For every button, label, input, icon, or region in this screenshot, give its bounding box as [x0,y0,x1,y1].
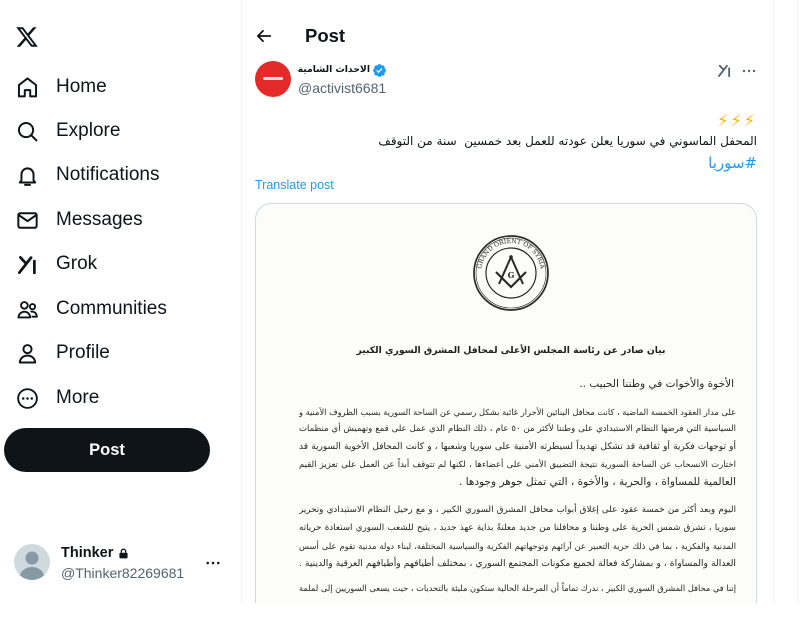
post-hashtag-link[interactable]: #سوريا [708,154,757,172]
seal-center-letter: G [507,270,515,280]
translate-post-link[interactable]: Translate post [255,178,334,192]
more-dots-icon [204,554,222,572]
nav-explore[interactable] [6,111,132,151]
x-logo-icon[interactable] [14,25,40,49]
document-line: اليوم وبعد أكثر من خمسة عقود على إغلاق أبواب محافل المشرق السوري الكبير ، و مع رحيل النظام الاستبدادي وتحرير [299,505,736,515]
account-switcher[interactable] [6,540,232,586]
right-panel-edge [797,0,798,603]
sidebar-divider [241,0,242,603]
nav-more-label: More [56,387,100,408]
back-button[interactable] [254,26,274,46]
bell-icon [14,162,40,188]
lock-icon [117,547,130,560]
post-text: المحفل الماسوني في سوريا يعلن عودته للعمل بعد خمسين سنة من التوقف [378,134,757,148]
post-media-viewport [255,203,757,603]
nav-explore-label: Explore [56,120,121,141]
grok-icon [716,62,733,79]
document-line: إننا في محافل المشرق السوري الكبير ، ندرك تماماً أن المرحلة الحالية ستكون مليئة بالتحديات ، حيث يسعى السوريين إلى لملمة [299,583,736,593]
avatar [14,544,50,580]
nav-profile-label: Profile [56,342,110,363]
more-circle-icon [14,385,40,411]
document-line: العالمية للمساواة ، والحرية ، والأخوة ، التي تمثل جوهر وجودها . [459,476,736,488]
main-column-right-border [773,0,774,603]
search-icon [14,118,40,144]
post-emoji: ⚡⚡⚡ [717,111,757,130]
nav-communities-label: Communities [56,298,167,319]
document-title: بيان صادر عن رئاسة المجلس الأعلى لمحافل المشرق السوري الكبير [356,345,666,356]
account-name-text: Thinker [61,545,114,561]
back-arrow-icon [254,26,274,46]
account-name [61,544,130,562]
nav-grok[interactable] [6,244,109,284]
verified-badge-icon [372,63,387,78]
document-greeting: الأخوة والأخوات في وطننا الحبيب .. [579,378,734,390]
author-handle[interactable]: @activist6681 [298,80,387,96]
nav-profile[interactable] [6,333,122,373]
document-line: أو توجهات فكرية أو ثقافية قد تشكل تهديداً لسيطرته الأمنية على سوريا وشعبها ، و كانت المحافل الأخوية السورية قد [299,442,736,452]
document-line: العدالة والمساواة ، و بمشاركة فعالة لجميع مكونات المجتمع السوري ، بمختلف أطيافهم وأطيافهم العرقية والدينية . [299,558,736,569]
person-icon [14,340,40,366]
communities-icon [14,296,40,322]
envelope-icon [14,207,40,233]
home-icon [14,74,40,100]
document-line: المدنية والفكرية ، بما في ذلك حرية التعبير عن آرائهم وتوجهاتهم الفكرية والسياسية المختلفة، لبناء دولة مدنية تقوم على أسس [299,541,736,551]
grok-explain-button[interactable] [716,62,733,79]
seal-lettering: GRAND ORIENT OF SYRIA [476,237,546,270]
document-line: اختارت الانسحاب عن الساحة السورية نتيجة التضييق الأمني على أعضاءها ، لكنها لم تتوقف أبداً عن العمل على تعزيز القيم [299,460,736,470]
nav-grok-label: Grok [56,253,98,274]
post-more-button[interactable] [741,63,757,79]
document-line: سوريا ، تشرق شمس الحرية على وطننا و محافلنا من جديد معلنةً بداية عهد جديد ، يتيح للشعب السوري استعادة حرياته [299,523,736,533]
nav-notifications-label: Notifications [56,164,160,185]
nav-home-label: Home [56,76,107,97]
page-title: Post [305,25,346,46]
default-avatar-icon [14,544,50,580]
document-line: على مدار العقود الخمسة الماضية ، كانت محافل البنائين الأحرار غائبة بشكل رسمي عن الساحة السورية بسبب الظروف الأمنية و [299,407,736,417]
more-dots-icon [741,63,757,79]
nav-messages-label: Messages [56,209,143,230]
nav-communities[interactable] [6,289,179,329]
account-handle: @Thinker82269681 [61,565,185,581]
author-name-link[interactable] [298,62,387,78]
compose-post-button[interactable]: Post [4,428,210,472]
document-line: السياسية التي فرضها النظام الاستبدادي على وطننا لأكثر من ٥٠ عام ، ذلك النظام الذي عمل على قمع وتهميش أي منظمات [299,424,736,434]
nav-more[interactable] [6,378,111,418]
avatar-logo-mark [263,77,283,80]
nav-notifications[interactable] [6,155,172,195]
nav-home[interactable] [6,67,119,107]
grok-icon [14,251,40,277]
author-name: الاحداث الشامية [298,64,370,75]
post-media-image[interactable] [255,203,757,603]
nav-messages[interactable] [6,200,155,240]
masonic-seal-icon [470,232,552,314]
author-avatar[interactable] [255,61,291,97]
